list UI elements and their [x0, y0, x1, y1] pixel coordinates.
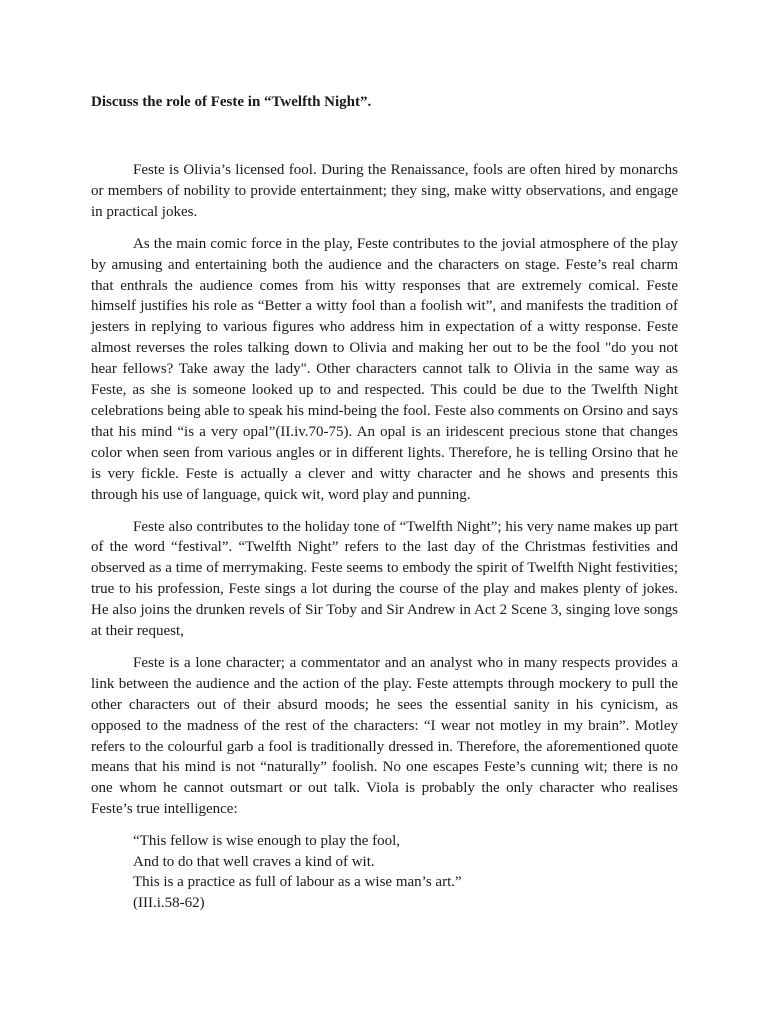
paragraph-comic-force: As the main comic force in the play, Feste contributes to the jovial atmosphere of the play by amusing and entertaining both the audience and the characters on stage. Feste’s real charm that enthrals the audience comes from his witty responses that are extremely comical. Feste himself justifies his role as “Better a witty fool than a foolish wit”, and manifests the tradition of jesters in replying to various figures who address him in expectation of a witty response. Feste almost reverses the roles talking down to Olivia and making her out to be the fool "do you not hear fellows? Take away the lady". Other characters cannot talk to Olivia in the same way as Feste, as she is someone looked up to and respected. This could be due to the Twelfth Night celebrations being able to speak his mind-being the fool. Feste also comments on Orsino and says that his mind “is a very opal”(II.iv.70-75). An opal is an iridescent precious stone that changes color when seen from various angles or in different lights. Therefore, he is telling Orsino that he is very fickle. Feste is actually a clever and witty character and he shows and presents this through his use of language, quick wit, word play and punning.: [91, 235, 678, 503]
quote-line: This is a practice as full of labour as a wise man’s art.”: [133, 874, 462, 891]
page-title: Discuss the role of Feste in “Twelfth Night”.: [91, 94, 372, 110]
quote-line: And to do that well craves a kind of wit.: [133, 853, 375, 870]
document-body: [91, 160, 678, 913]
paragraph-intro: Feste is Olivia’s licensed fool. During the Renaissance, fools are often hired by monarchs or members of nobility to provide entertainment; they sing, make witty observations, and engage in practical jokes.: [91, 162, 678, 220]
quote-citation: (III.i.58-62): [133, 894, 205, 911]
quote-line: “This fellow is wise enough to play the fool,: [133, 833, 401, 850]
paragraph-holiday-tone: Feste also contributes to the holiday tone of “Twelfth Night”; his very name makes up part of the word “festival”. “Twelfth Night” refers to the last day of the Christmas festivities and observed as a time of merrymaking. Feste seems to embody the spirit of Twelfth Night festivities; true to his profession, Feste sings a lot during the course of the play and makes plenty of jokes. He also joins the drunken revels of Sir Toby and Sir Andrew in Act 2 Scene 3, singing love songs at their request,: [91, 518, 678, 640]
paragraph-lone-character: Feste is a lone character; a commentator and an analyst who in many respects provides a link between the audience and the action of the play. Feste attempts through mockery to pull the other characters out of their absurd moods; he sees the essential sanity in his cynicism, as opposed to the madness of the rest of the characters: “I wear not motley in my brain”. Motley refers to the colourful garb a fool is traditionally dressed in. Therefore, the aforementioned quote means that his mind is not “naturally” foolish. No one escapes Feste’s cunning wit; there is no one whom he cannot outsmart or out talk. Viola is probably the only character who realises Feste’s true intelligence:: [91, 654, 678, 818]
block-quote: [91, 831, 678, 913]
